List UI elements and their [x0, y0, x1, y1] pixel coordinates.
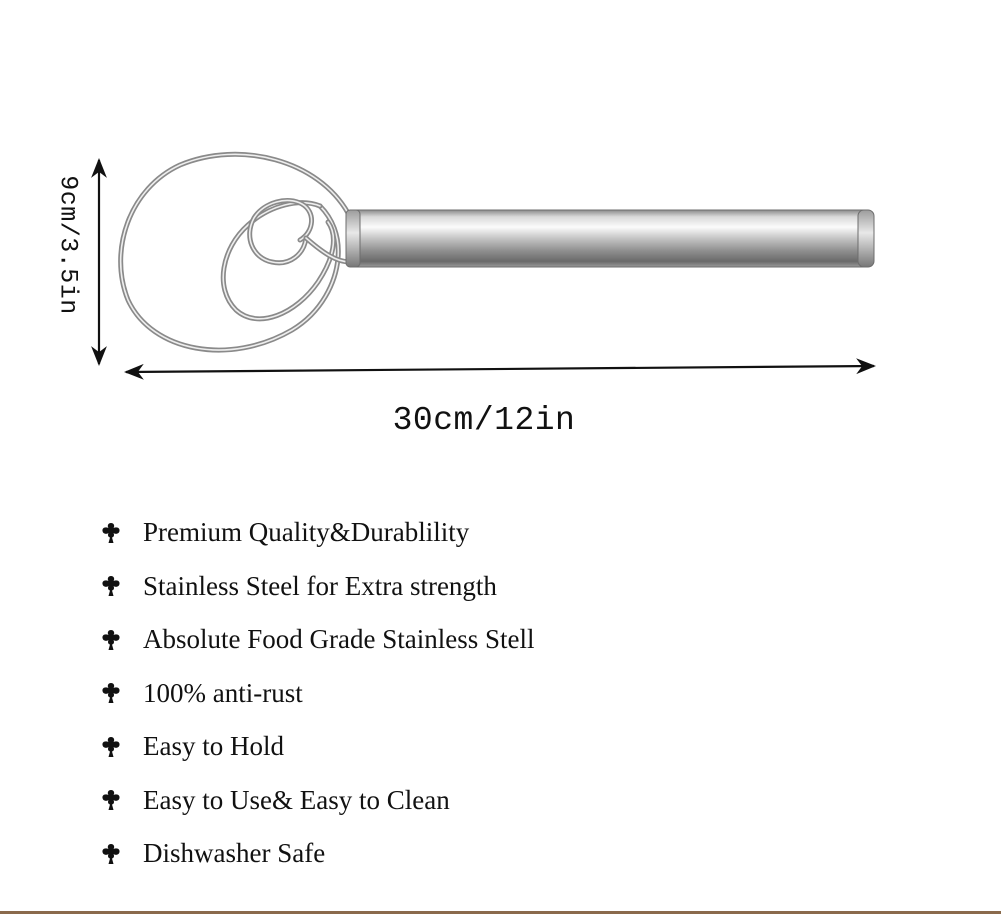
list-item	[98, 667, 534, 721]
width-dimension-label: 30cm/12in	[392, 402, 576, 439]
list-item	[98, 560, 534, 614]
feature-text: Absolute Food Grade Stainless Stell	[143, 624, 535, 655]
feature-list	[98, 506, 534, 881]
clover-bullet-icon	[98, 841, 124, 867]
feature-text: Dishwasher Safe	[143, 838, 326, 869]
whisk-handle	[346, 210, 874, 267]
clover-bullet-icon	[98, 573, 124, 599]
feature-text: Easy to Use& Easy to Clean	[143, 784, 450, 815]
list-item	[98, 827, 534, 881]
list-item	[98, 613, 534, 667]
feature-text: Premium Quality&Durablility	[143, 517, 470, 548]
list-item	[98, 506, 534, 560]
clover-bullet-icon	[98, 734, 124, 760]
clover-bullet-icon	[98, 627, 124, 653]
list-item	[98, 774, 534, 828]
width-dimension-arrow	[126, 366, 874, 372]
feature-text: 100% anti-rust	[143, 677, 303, 708]
clover-bullet-icon	[98, 520, 124, 546]
clover-bullet-icon	[98, 680, 124, 706]
feature-text: Stainless Steel for Extra strength	[143, 570, 497, 601]
feature-text: Easy to Hold	[143, 731, 284, 762]
list-item	[98, 720, 534, 774]
whisk-wire	[121, 154, 350, 350]
clover-bullet-icon	[98, 787, 124, 813]
height-dimension-label: 9cm/3.5in	[53, 175, 83, 315]
